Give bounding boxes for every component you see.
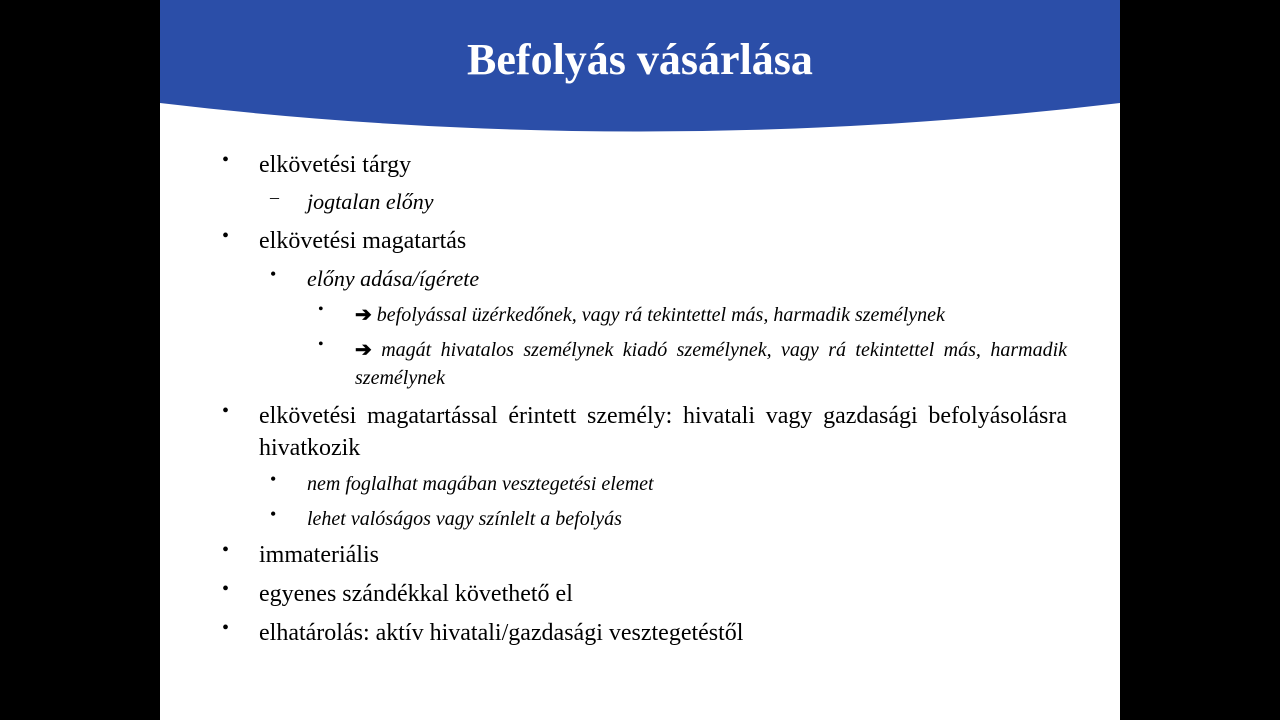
- bullet-marker: •: [222, 149, 230, 171]
- bullet-marker: •: [222, 400, 230, 422]
- list-item-text: elkövetési tárgy: [259, 152, 412, 178]
- list-item-text: elkövetési magatartás: [259, 228, 467, 254]
- bullet-marker: •: [318, 301, 324, 318]
- arrow-right-icon: ➔: [355, 304, 372, 326]
- list-item-text: [355, 301, 1067, 329]
- list-item-body: magát hivatalos személynek kiadó személynek, vagy rá tekintettel más, harmadik személynek: [355, 339, 1067, 389]
- slide: [160, 0, 1120, 720]
- bullet-marker: •: [318, 336, 324, 353]
- bullet-marker: •: [270, 264, 277, 284]
- list-item-text: egyenes szándékkal követhető el: [259, 581, 573, 607]
- list-item-body: befolyással üzérkedőnek, vagy rá tekintettel más, harmadik személynek: [371, 304, 945, 326]
- bullet-marker: •: [222, 578, 230, 600]
- list-item-text: nem foglalhat magában vesztegetési elemet: [307, 473, 654, 495]
- bullet-marker: •: [270, 469, 277, 489]
- slide-content: [160, 0, 1120, 720]
- bullet-marker: •: [222, 539, 230, 561]
- list-item-text: előny adása/ígérete: [307, 266, 480, 291]
- list-item-text: lehet valóságos vagy színlelt a befolyás: [307, 508, 622, 530]
- dash-marker: –: [270, 187, 279, 207]
- list-item-text: elhatárolás: aktív hivatali/gazdasági vesztegetéstől: [259, 620, 744, 646]
- bullet-marker: •: [222, 225, 230, 247]
- list-item-text: immateriális: [259, 542, 379, 568]
- list-item-text: jogtalan előny: [307, 189, 434, 214]
- bullet-marker: •: [222, 617, 230, 639]
- slide-title: Befolyás vásárlása: [467, 35, 813, 84]
- list-item-text: elkövetési magatartással érintett személy: hivatali vagy gazdasági befolyásolásra hivatkozik: [259, 403, 1067, 461]
- bullet-marker: •: [270, 504, 277, 524]
- list-item-text: [355, 336, 1067, 392]
- arrow-right-icon: ➔: [355, 339, 372, 361]
